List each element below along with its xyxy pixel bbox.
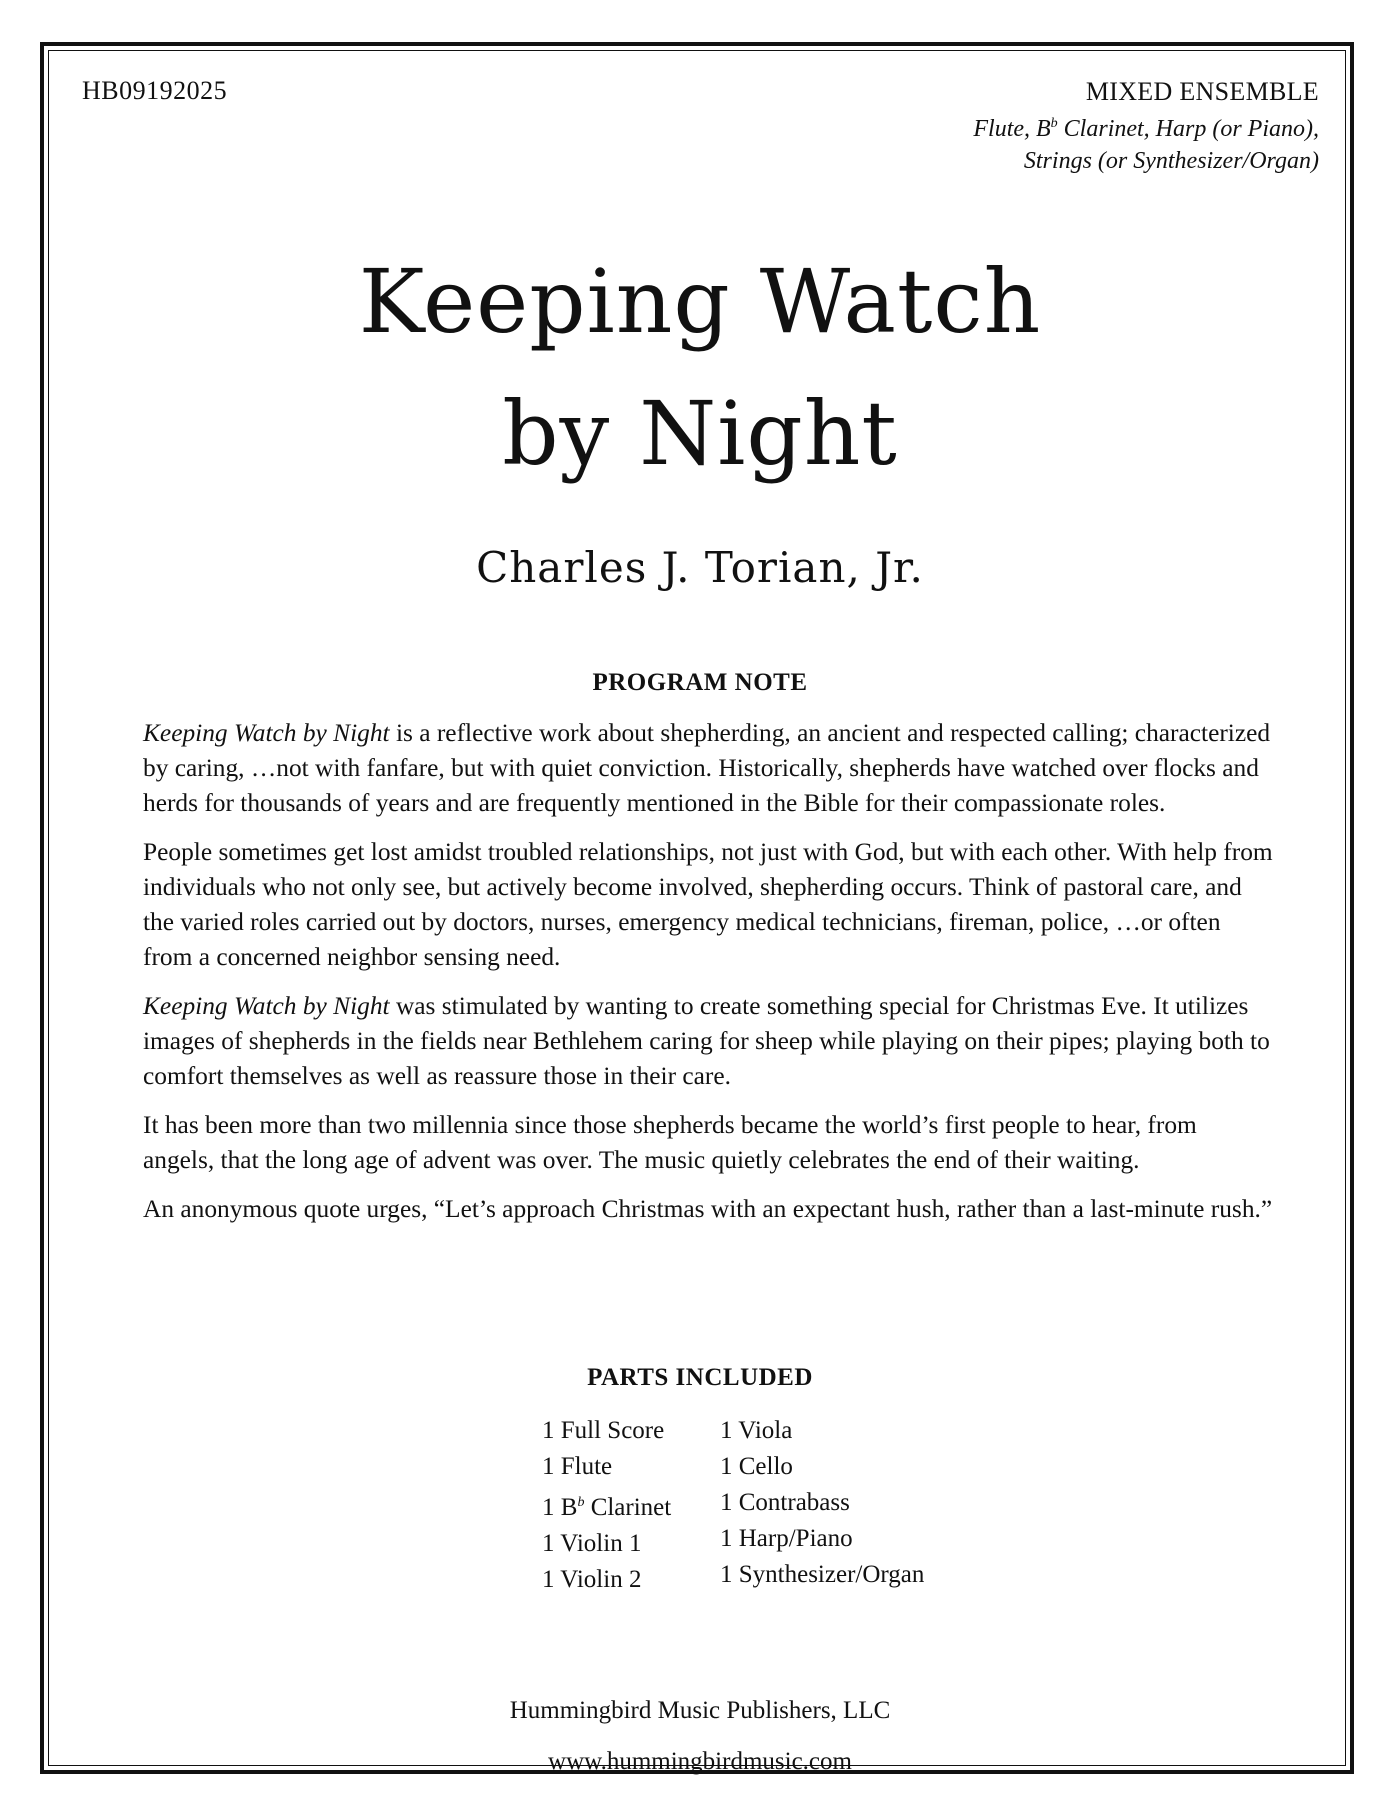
program-note-body (143, 716, 1273, 1241)
ensemble-label: MIXED ENSEMBLE (1085, 77, 1319, 106)
composer-name: Charles J. Torian, Jr. (476, 543, 924, 592)
program-note-paragraph-4: It has been more than two millennia since those shepherds became the world’s first people to hear, from angels, that the long age of advent was over. The music quietly celebrates the end of their waiting. (143, 1111, 1197, 1174)
instrumentation-line-1-start: Flute, B (973, 116, 1051, 142)
instrumentation-line-1 (973, 108, 1319, 145)
part-item: 1 Synthesizer/Organ (720, 1561, 925, 1588)
parts-list-right (720, 1413, 924, 1593)
program-note-paragraph-3 (143, 989, 1273, 1094)
work-title-italic: Keeping Watch by Night (143, 719, 390, 747)
publisher-name: Hummingbird Music Publishers, LLC (509, 1697, 891, 1724)
part-item: 1 Full Score (542, 1417, 665, 1444)
paragraph-3-text: was stimulated by wanting to create something special for Christmas Eve. It utilizes images of shepherds in the fields near Bethlehem caring for sheep while playing on their pipes; playing both to comfort themselves as well as reassure those in their care. (143, 992, 1270, 1090)
parts-included-heading: PARTS INCLUDED (587, 1364, 813, 1391)
program-note-paragraph-5: An anonymous quote urges, “Let’s approach Christmas with an expectant hush, rather than a last-minute rush.” (143, 1195, 1273, 1223)
program-note-paragraph-1 (143, 716, 1273, 821)
part-item: 1 Harp/Piano (720, 1525, 853, 1552)
title-line-2: by Night (502, 382, 898, 485)
part-item: 1 Violin 1 (542, 1530, 642, 1557)
instrumentation-line-1-end: Clarinet, Harp (or Piano), (1057, 116, 1319, 142)
clarinet-prefix: 1 B (542, 1494, 578, 1521)
publisher-website: www.hummingbirdmusic.com (548, 1748, 852, 1775)
program-note-paragraph-2: People sometimes get lost amidst troubled relationships, not just with God, but with each other. With help from individuals who not only see, but actively become involved, shepherding occurs. Think of pastoral care, and the varied roles carried out by doctors, nurses, emergency medical technicians, fireman, police, …or often from a concerned neighbor sensing need. (143, 838, 1273, 971)
ensemble-info (973, 76, 1319, 177)
instrumentation-line-2: Strings (or Synthesizer/Organ) (1023, 148, 1319, 174)
part-item: 1 Viola (720, 1417, 793, 1444)
program-note-heading: PROGRAM NOTE (592, 669, 808, 696)
flat-symbol: b (577, 1495, 585, 1510)
work-title-italic: Keeping Watch by Night (143, 992, 390, 1020)
flat-symbol: b (1050, 116, 1058, 131)
catalog-number: HB09192025 (82, 76, 228, 105)
part-item: 1 Contrabass (720, 1489, 850, 1516)
clarinet-suffix: Clarinet (584, 1494, 672, 1521)
part-item: 1 Violin 2 (542, 1566, 642, 1593)
part-item: 1 Cello (720, 1453, 793, 1480)
part-item-clarinet (542, 1485, 671, 1526)
title-line-1: Keeping Watch (358, 250, 1042, 353)
piece-title (0, 236, 1400, 500)
paragraph-1-text: is a reflective work about shepherding, an ancient and respected calling; characterized by caring, …not with fanfare, but with quiet conviction. Historically, shepherds have watched over flocks and herds for thousands of years and are frequently mentioned in the Bible for their compassionate roles. (143, 719, 1271, 817)
part-item: 1 Flute (542, 1453, 613, 1480)
parts-list-left (542, 1413, 671, 1598)
